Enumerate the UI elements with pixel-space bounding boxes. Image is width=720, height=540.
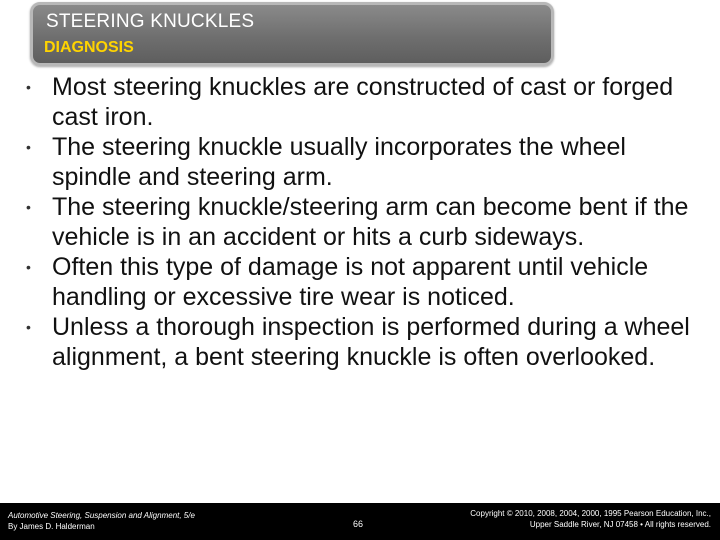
copyright-line-1: Copyright © 2010, 2008, 2004, 2000, 1995 Pearson Education, Inc., xyxy=(470,509,711,518)
bullet-list xyxy=(26,72,696,372)
bullet-text: Unless a thorough inspection is performed during a wheel alignment, a bent steering knuckle is often overlooked. xyxy=(52,313,690,371)
slide-title: STEERING KNUCKLES xyxy=(46,11,255,32)
footer-book-info xyxy=(8,510,195,532)
bullet-text: The steering knuckle/steering arm can become bent if the vehicle is in an accident or hits a curb sideways. xyxy=(52,193,689,251)
bullet-item xyxy=(26,192,696,252)
bullet-marker: • xyxy=(26,79,31,95)
footer-book-title: Automotive Steering, Suspension and Alignment, 5/e xyxy=(8,511,195,520)
page-number: 66 xyxy=(353,519,364,529)
bullet-text: Often this type of damage is not apparent until vehicle handling or excessive tire wear is noticed. xyxy=(52,253,649,311)
footer-author: By James D. Halderman xyxy=(8,522,95,531)
bullet-marker: • xyxy=(26,139,31,155)
bullet-item xyxy=(26,72,696,132)
slide-subtitle: DIAGNOSIS xyxy=(44,39,134,56)
footer-bar xyxy=(0,503,720,540)
bullet-item xyxy=(26,132,696,192)
bullet-text: The steering knuckle usually incorporates the wheel spindle and steering arm. xyxy=(52,133,626,191)
bullet-marker: • xyxy=(26,199,31,215)
bullet-marker: • xyxy=(26,259,31,275)
bullet-item xyxy=(26,312,696,372)
bullet-marker: • xyxy=(26,319,31,335)
copyright-line-2: Upper Saddle River, NJ 07458 • All rights reserved. xyxy=(529,520,711,529)
footer-copyright xyxy=(470,508,711,530)
bullet-text: Most steering knuckles are constructed of cast or forged cast iron. xyxy=(52,73,674,131)
bullet-item xyxy=(26,252,696,312)
title-banner xyxy=(30,2,554,66)
